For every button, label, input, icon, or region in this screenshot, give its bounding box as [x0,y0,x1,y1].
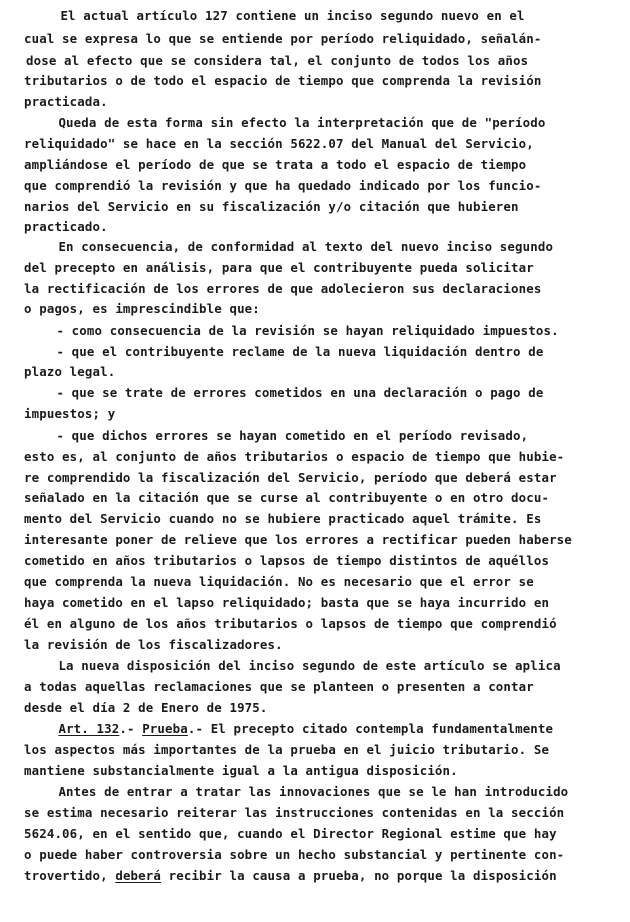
text-line: los aspectos más importantes de la prueba en el juicio tributario. Se [24,742,550,757]
text-line: El actual artículo 127 contiene un inciso segundo nuevo en el [30,8,525,23]
list-item: - como consecuencia de la revisión se hayan reliquidado impuestos. [26,323,559,338]
article-text: .- El precepto citado contempla fundamentalmente [187,721,554,736]
text-line: que comprendió la revisión y que ha quedado indicado por los funcio- [24,178,542,193]
article-title: Prueba [142,721,188,736]
text-line: la rectificación de los errores de que adolecieron sus declaraciones [24,281,542,296]
text-line: ampliándose el período de que se trata a todo el espacio de tiempo [24,157,527,172]
underlined-word: deberá [115,868,161,883]
text-line: 5624.06, en el sentido que, cuando el Director Regional estime que hay [24,826,557,841]
text-line: interesante poner de relieve que los errores a rectificar pueden haberse [24,532,572,547]
text-line: reliquidado" se hace en la sección 5622.07 del Manual del Servicio, [24,136,534,151]
text-line: mento del Servicio cuando no se hubiere practicado aquel trámite. Es [24,511,542,526]
text-line: dose al efecto que se considera tal, el conjunto de todos los años [26,53,529,68]
text-line: que comprenda la nueva liquidación. No es necesario que el error se [24,574,534,589]
text-line: En consecuencia, de conformidad al texto del nuevo inciso segundo [28,239,554,254]
text-line: haya cometido en el lapso reliquidado; basta que se haya incurrido en [24,595,550,610]
indent [28,721,58,736]
text-line: desde el día 2 de Enero de 1975. [24,700,268,715]
line-end: recibir la causa a prueba, no porque la disposición [161,868,557,883]
text-line: impuestos; y [24,406,116,421]
text-line: La nueva disposición del inciso segundo de este artículo se aplica [28,658,561,673]
text-line [24,868,557,884]
text-line: señalado en la citación que se curse al contribuyente o en otro docu- [24,490,550,505]
text-line: cometido en años tributarios o lapsos de tiempo distintos de aquéllos [24,553,550,568]
text-line: la revisión de los fiscalizadores. [24,637,283,652]
text-line: Antes de entrar a tratar las innovaciones que se le han introducido [28,784,569,799]
text-line: o puede haber controversia sobre un hecho substancial y pertinente con- [24,847,565,862]
text-line: se estima necesario reiterar las instrucciones contenidas en la sección [24,805,565,820]
text-line: practicada. [24,94,108,109]
line-start: trovertido, [24,868,116,883]
text-line: esto es, al conjunto de años tributarios o espacio de tiempo que hubie- [24,449,565,464]
text-line: o pagos, es imprescindible que: [24,301,260,316]
text-line: re comprendido la fiscalización del Servicio, período que deberá estar [24,470,557,485]
text-line: practicado. [24,219,108,234]
list-item: - que dichos errores se hayan cometido en el período revisado, [26,428,529,443]
text-line: él en alguno de los años tributarios o lapsos de tiempo que comprendió [24,616,557,631]
text-line: mantiene substancialmente igual a la antigua disposición. [24,763,458,778]
list-item: - que el contribuyente reclame de la nueva liquidación dentro de [26,344,544,359]
text-line: tributarios o de todo el espacio de tiempo que comprenda la revisión [24,73,542,88]
text-line: Queda de esta forma sin efecto la interpretación que de "período [28,115,546,130]
list-item: - que se trate de errores cometidos en una declaración o pago de [26,385,544,400]
text-line: plazo legal. [24,364,116,379]
text-line: cual se expresa lo que se entiende por período reliquidado, señalán- [24,31,542,46]
text-line: del precepto en análisis, para que el contribuyente pueda solicitar [24,260,534,275]
article-132-heading [28,721,553,737]
article-separator: .- [119,721,143,736]
article-number: Art. 132 [58,721,120,736]
text-line: narios del Servicio en su fiscalización y/o citación que hubieren [24,199,519,214]
text-line: a todas aquellas reclamaciones que se planteen o presenten a contar [24,679,534,694]
